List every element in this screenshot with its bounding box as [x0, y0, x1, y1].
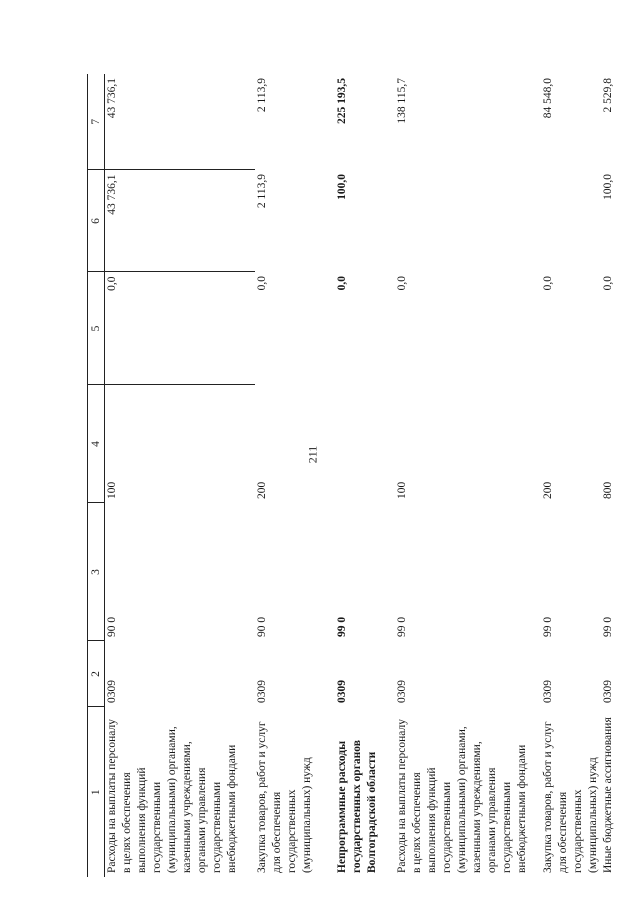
row-section: 0309 [601, 680, 614, 703]
table-row [601, 74, 640, 877]
row-value-6 [541, 170, 601, 272]
row-type: 200 [541, 481, 554, 499]
row-target: 99 0 [601, 616, 614, 637]
row-type: 100 [395, 481, 408, 499]
table-row [105, 74, 255, 877]
header-col-1: 1 [88, 707, 105, 877]
row-target: 99 0 [395, 616, 408, 637]
row-name: Закупка товаров, работ и услуг для обеспечения государственных (муниципальных) нужд [541, 721, 599, 873]
row-target: 90 0 [255, 616, 268, 637]
row-value-5: 0,0 [601, 276, 614, 291]
header-col-4: 4 [88, 385, 105, 503]
row-value-7: 138 115,7 [395, 78, 408, 124]
table-container [87, 74, 614, 877]
row-value-5: 0,0 [395, 276, 408, 291]
row-name: Расходы на выплаты персоналу в целях обеспечения выполнения функций государственными (муниципальными) органами, казенными учреждениями, органами управления государственными внебюджетными фондами [395, 719, 528, 873]
header-col-6: 6 [88, 170, 105, 272]
row-value-7: 84 548,0 [541, 78, 554, 119]
header-col-3: 3 [88, 503, 105, 641]
row-value-7: 43 736,1 [105, 74, 255, 170]
row-type: 200 [255, 481, 268, 499]
row-value-5: 0,0 [541, 276, 554, 291]
row-value-5: 0,0 [335, 276, 348, 291]
row-section: 0309 [106, 680, 118, 703]
header-col-7: 7 [88, 74, 105, 170]
row-name: Непрограммные расходы государственных органов Волгоградской области [335, 740, 378, 873]
header-row [88, 74, 105, 877]
page-number: 211 [305, 445, 320, 464]
row-value-6: 100,0 [335, 174, 348, 200]
table-row [335, 74, 395, 877]
header-col-2: 2 [88, 641, 105, 707]
table-row [255, 74, 335, 877]
row-value-7: 2 113,9 [255, 78, 268, 113]
row-name: Закупка товаров, работ и услуг для обеспечения государственных (муниципальных) нужд [255, 721, 313, 873]
row-type: 100 [106, 481, 118, 499]
table-row [395, 74, 541, 877]
row-type: 800 [601, 481, 614, 499]
row-value-6 [395, 170, 541, 272]
row-section: 0309 [255, 680, 268, 703]
row-name: Расходы на выплаты персоналу в целях обеспечения выполнения функций государственными (муниципальными) органами, казенными учреждениями, органами управления государственными внебюджетными фондами [106, 719, 238, 873]
row-target: 99 0 [335, 616, 348, 637]
row-section: 0309 [335, 680, 348, 703]
row-section: 0309 [541, 680, 554, 703]
row-target: 90 0 [106, 616, 118, 637]
row-target: 99 0 [541, 616, 554, 637]
header-col-5: 5 [88, 272, 105, 385]
row-value-6: 2 113,9 [255, 174, 268, 209]
row-value-7: 225 193,5 [335, 78, 348, 124]
row-value-5: 0,0 [105, 272, 255, 385]
row-type [335, 385, 395, 503]
row-value-6: 100,0 [601, 174, 614, 200]
row-value-7: 2 529,8 [601, 78, 614, 113]
row-value-5: 0,0 [255, 276, 268, 291]
table-row [541, 74, 601, 877]
row-value-6: 43 736,1 [105, 170, 255, 272]
budget-table [87, 74, 640, 877]
row-section: 0309 [395, 680, 408, 703]
row-name: Иные бюджетные ассигнования [601, 717, 614, 873]
